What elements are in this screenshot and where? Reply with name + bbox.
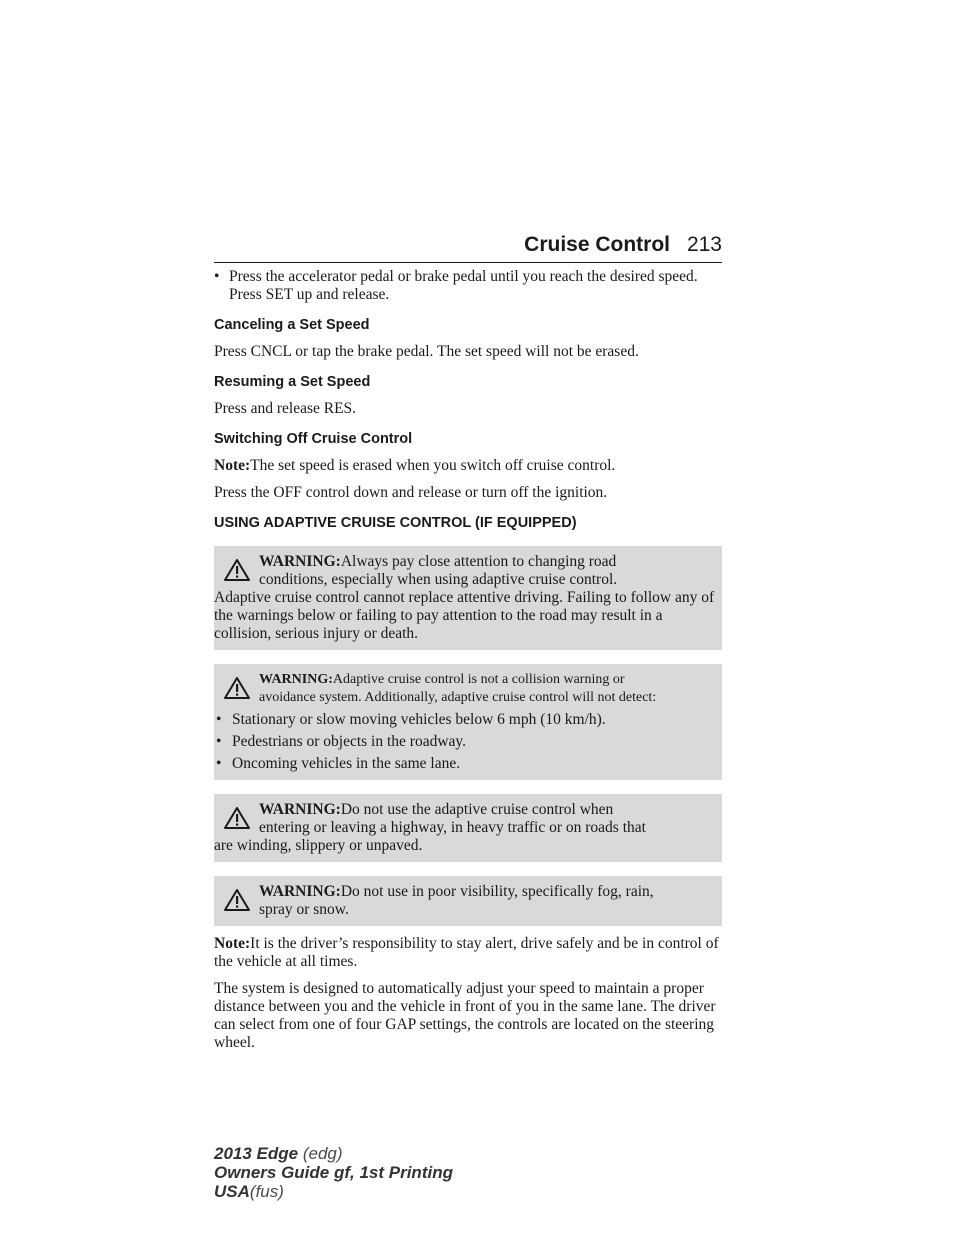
warning-label: WARNING: — [259, 801, 341, 818]
list-item — [214, 755, 716, 773]
note-text: It is the driver’s responsibility to stay alert, drive safely and be in control of the vehicle at all times. — [214, 935, 719, 970]
footer-model-code: (edg) — [302, 1144, 343, 1163]
section-text-switch-off: Press the OFF control down and release or turn off the ignition. — [214, 484, 608, 501]
body-paragraph: The system is designed to automatically adjust your speed to maintain a proper distance between you and the vehicle in front of you in the same lane. The driver can select from one of four GAP settings, the controls are located on the steering wheel. — [214, 980, 716, 1051]
warning-line: Always pay close attention to changing road — [340, 553, 617, 570]
warning-line: entering or leaving a highway, in heavy traffic or on roads that — [259, 819, 646, 836]
page-number: 213 — [686, 233, 722, 256]
bullet-dot: • — [216, 755, 222, 772]
warning-label: WARNING: — [259, 672, 333, 687]
warning-rest: are winding, slippery or unpaved. — [214, 837, 423, 854]
warning-line: conditions, especially when using adaptive cruise control. — [259, 571, 618, 588]
footer-market-code: (fus) — [249, 1182, 284, 1201]
footer-model: 2013 Edge — [214, 1144, 299, 1163]
note — [214, 457, 722, 475]
warning-line: Do not use in poor visibility, specifically fog, rain, — [340, 883, 654, 900]
bullet-text: Pedestrians or objects in the roadway. — [232, 733, 467, 750]
page-content — [214, 268, 722, 1052]
warning-box — [214, 546, 722, 650]
note-label: Note: — [214, 457, 251, 474]
bullet-text: Press the accelerator pedal or brake pedal until you reach the desired speed. Press SET up and release. — [229, 268, 698, 303]
bullet-text: Oncoming vehicles in the same lane. — [232, 755, 461, 772]
warning-triangle-icon — [224, 676, 250, 700]
warning-triangle-icon — [224, 806, 250, 830]
chapter-title: Cruise Control — [524, 233, 670, 256]
note — [214, 935, 722, 971]
warning-line: Adaptive cruise control is not a collision warning or — [332, 672, 625, 687]
warning-box — [214, 794, 722, 862]
warning-text — [214, 883, 716, 919]
warning-line: spray or snow. — [259, 901, 349, 918]
section-heading-resume: Resuming a Set Speed — [214, 374, 371, 390]
warning-text — [214, 553, 716, 589]
footer-line — [214, 1144, 453, 1163]
list-item — [214, 268, 722, 304]
note-label: Note: — [214, 935, 251, 952]
footer-line — [214, 1182, 453, 1201]
warning-box — [214, 876, 722, 926]
bullet-dot: • — [216, 733, 222, 750]
section-heading-cancel: Canceling a Set Speed — [214, 317, 370, 333]
warning-label: WARNING: — [259, 553, 341, 570]
note-text: The set speed is erased when you switch off cruise control. — [250, 457, 616, 474]
page-header — [214, 230, 722, 263]
warning-triangle-icon — [224, 558, 250, 582]
footer-market: USA — [214, 1182, 250, 1201]
warning-text — [214, 801, 716, 837]
warning-text — [214, 671, 716, 707]
warning-label: WARNING: — [259, 883, 341, 900]
bullet-text: Stationary or slow moving vehicles below 6 mph (10 km/h). — [232, 711, 606, 728]
warning-triangle-icon — [224, 888, 250, 912]
section-heading-switch-off: Switching Off Cruise Control — [214, 431, 413, 447]
warning-box — [214, 664, 722, 780]
warning-line: Do not use the adaptive cruise control when — [340, 801, 614, 818]
footer-line: Owners Guide gf, 1st Printing — [214, 1163, 453, 1182]
section-text-cancel: Press CNCL or tap the brake pedal. The set speed will not be erased. — [214, 343, 639, 360]
page-footer — [214, 1144, 453, 1201]
warning-line: avoidance system. Additionally, adaptive cruise control will not detect: — [259, 690, 657, 705]
section-heading-acc: USING ADAPTIVE CRUISE CONTROL (IF EQUIPPED) — [214, 515, 577, 531]
bullet-dot: • — [216, 711, 222, 728]
list-item — [214, 733, 716, 751]
list-item — [214, 711, 716, 729]
section-text-resume: Press and release RES. — [214, 400, 357, 417]
bullet-dot: • — [214, 268, 220, 285]
warning-rest: Adaptive cruise control cannot replace attentive driving. Failing to follow any of the warnings below or failing to pay attention to the road may result in a collision, serious injury or death. — [214, 589, 715, 642]
